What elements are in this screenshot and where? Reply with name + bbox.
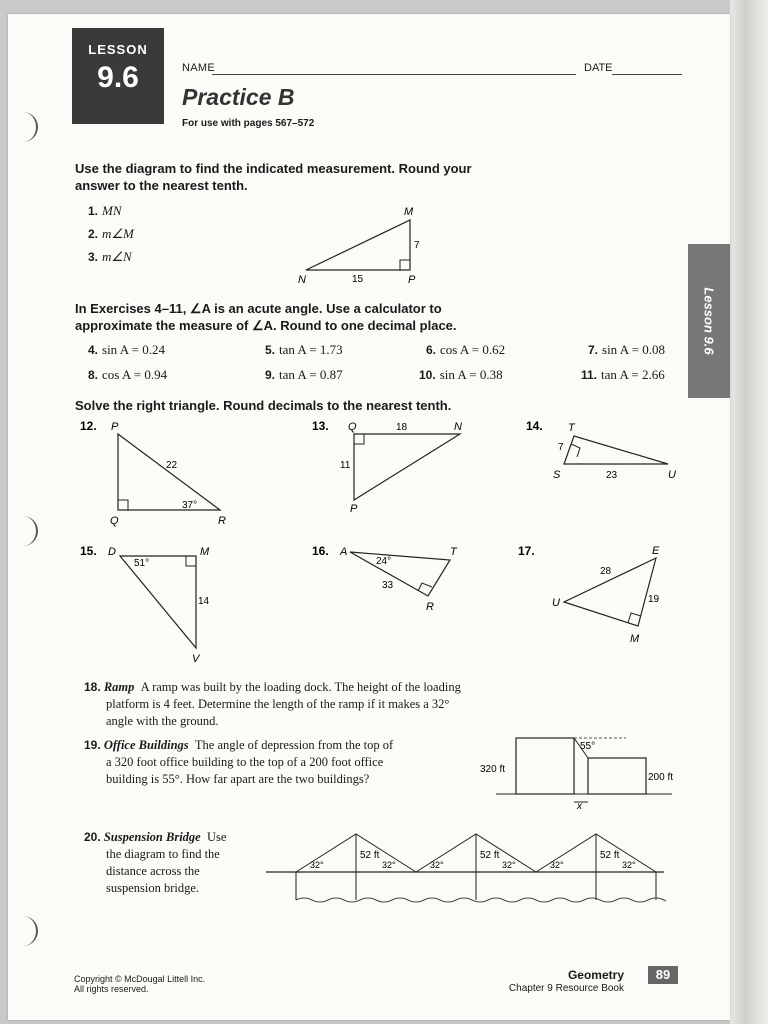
right-angle-mark — [354, 434, 364, 444]
problem-18 — [84, 679, 534, 730]
side-tab-label: Lesson 9.6 — [701, 287, 717, 355]
exercise-1 — [88, 203, 122, 219]
page-title: Practice B — [182, 84, 295, 110]
copyright — [74, 974, 205, 994]
distance-label: x — [577, 801, 582, 812]
triangle-15 — [80, 540, 230, 670]
exercise-number: 3. — [88, 250, 99, 264]
exercise-number: 16. — [312, 544, 329, 558]
problem-19 — [84, 737, 464, 788]
exercise-number: 8. — [88, 368, 99, 382]
vertex-label: T — [450, 546, 457, 558]
angle-label: 51° — [134, 558, 150, 569]
angle-label: 32° — [310, 860, 324, 870]
vertex-label: U — [668, 469, 676, 481]
exercise-text: sin A = 0.38 — [439, 367, 503, 382]
water-line — [296, 898, 666, 902]
triangle-shape — [306, 220, 410, 270]
section2-instruction — [75, 300, 457, 334]
angle-label: 32° — [550, 860, 564, 870]
side-label: 19 — [648, 594, 660, 605]
side-label: 7 — [558, 442, 564, 453]
height-label: 52 ft — [360, 850, 380, 861]
angle-label: 24° — [376, 556, 392, 567]
exercise-6 — [426, 342, 505, 358]
exercise-number: 12. — [80, 419, 97, 433]
problem-text: angle with the ground. — [106, 714, 219, 728]
chapter-label: Chapter 9 Resource Book — [508, 983, 624, 994]
exercise-number: 15. — [80, 544, 97, 558]
exercise-text: tan A = 1.73 — [279, 342, 343, 357]
lesson-number: 9.6 — [97, 61, 139, 94]
side-tab — [688, 244, 730, 398]
triangle-13 — [312, 416, 482, 516]
right-angle-mark — [186, 556, 196, 566]
exercise-number: 7. — [588, 343, 599, 357]
section1-instruction — [75, 160, 472, 194]
vertex-label: R — [426, 601, 434, 613]
vertex-label: P — [350, 503, 358, 515]
problem-text: the diagram to find the — [106, 847, 220, 861]
exercise-number: 17. — [518, 544, 535, 558]
exercise-text: sin A = 0.08 — [602, 342, 665, 357]
exercise-text: tan A = 0.87 — [279, 367, 343, 382]
height-label: 52 ft — [480, 850, 500, 861]
triangle-shape — [120, 556, 196, 648]
vertex-label: P — [111, 421, 119, 433]
side-label: 15 — [352, 274, 364, 285]
angle-label: 32° — [622, 860, 636, 870]
triangle-16 — [312, 540, 472, 620]
exercise-number: 4. — [88, 343, 99, 357]
angle-label: 32° — [382, 860, 396, 870]
problem-text: distance across the — [106, 864, 200, 878]
vertex-label: P — [408, 274, 416, 286]
section3-instruction: Solve the right triangle. Round decimals to the nearest tenth. — [75, 398, 452, 413]
height-label: 320 ft — [480, 764, 506, 775]
book-title: Geometry — [567, 968, 624, 982]
height-label: 200 ft — [648, 772, 674, 783]
vertex-label: D — [108, 546, 116, 558]
exercise-text: sin A = 0.24 — [102, 342, 165, 357]
problem-text: a 320 foot office building to the top of a 200 foot office — [106, 755, 384, 769]
exercise-4 — [88, 342, 165, 358]
exercise-number: 19. — [84, 738, 101, 752]
vertex-label: S — [553, 469, 561, 481]
date-label: DATE — [584, 62, 613, 74]
exercise-text: tan A = 2.66 — [601, 367, 665, 382]
short-building — [588, 758, 646, 794]
instruction-line: answer to the nearest tenth. — [75, 178, 248, 193]
right-angle-mark — [418, 583, 432, 591]
angle-label: 32° — [430, 860, 444, 870]
vertex-label: T — [568, 422, 575, 434]
problem-text: Use — [206, 830, 227, 844]
problem-20 — [84, 829, 264, 897]
triangle-shape — [118, 434, 220, 510]
vertex-label: A — [340, 546, 348, 558]
vertex-label: Q — [348, 421, 357, 433]
triangle-14 — [526, 416, 686, 486]
vertex-label: M — [404, 206, 414, 218]
side-label: 18 — [396, 422, 408, 433]
triangle-mnp — [290, 200, 430, 290]
exercise-number: 2. — [88, 227, 99, 241]
exercise-number: 18. — [84, 680, 101, 694]
page-edge — [730, 0, 768, 1024]
exercise-number: 11. — [581, 368, 598, 382]
problem-topic: Office Buildings — [103, 738, 189, 752]
side-label: 28 — [600, 566, 612, 577]
right-angle-mark — [118, 500, 128, 510]
exercise-text: MN — [102, 203, 122, 218]
problem-text: The angle of depression from the top of — [194, 738, 394, 752]
exercise-text: m∠M — [102, 226, 134, 241]
instruction-line: Use the diagram to find the indicated measurement. Round your — [75, 161, 472, 176]
exercise-number: 6. — [426, 343, 437, 357]
exercise-11 — [581, 367, 665, 383]
side-label: 11 — [340, 460, 351, 471]
exercise-10 — [419, 367, 503, 383]
vertex-label: U — [552, 597, 560, 609]
bridge-diagram — [266, 826, 666, 910]
height-label: 52 ft — [600, 850, 620, 861]
vertex-label: R — [218, 515, 226, 527]
problem-text: A ramp was built by the loading dock. The height of the loading — [140, 680, 461, 694]
exercise-2 — [88, 226, 134, 242]
exercise-5 — [265, 342, 343, 358]
side-label: 22 — [166, 460, 178, 471]
vertex-label: V — [192, 653, 200, 665]
instruction-line: approximate the measure of ∠A. Round to one decimal place. — [75, 318, 457, 333]
triangle-12 — [80, 416, 250, 528]
problem-text: building is 55°. How far apart are the two buildings? — [106, 772, 370, 786]
exercise-text: cos A = 0.94 — [102, 367, 168, 382]
vertex-label: N — [298, 274, 306, 286]
problem-topic: Suspension Bridge — [103, 830, 201, 844]
angle-label: 32° — [502, 860, 516, 870]
vertex-label: M — [630, 633, 640, 645]
tall-building — [516, 738, 574, 794]
side-label: 33 — [382, 580, 394, 591]
triangle-shape — [350, 552, 450, 596]
exercise-number: 1. — [88, 204, 99, 218]
triangle-shape — [354, 434, 460, 500]
problem-text: suspension bridge. — [106, 881, 200, 895]
exercise-text: cos A = 0.62 — [440, 342, 506, 357]
exercise-number: 9. — [265, 368, 276, 382]
exercise-number: 20. — [84, 830, 101, 844]
lesson-label: LESSON — [88, 42, 148, 57]
problem-text: platform is 4 feet. Determine the length of the ramp if it makes a 32° — [106, 697, 450, 711]
exercise-3 — [88, 249, 132, 265]
exercise-number: 10. — [419, 368, 436, 382]
buildings-diagram — [476, 732, 686, 816]
vertex-label: M — [200, 546, 210, 558]
vertex-label: N — [454, 421, 462, 433]
exercise-number: 5. — [265, 343, 276, 357]
exercise-number: 14. — [526, 419, 543, 433]
problem-topic: Ramp — [103, 680, 135, 694]
exercise-8 — [88, 367, 167, 383]
exercise-text: m∠N — [102, 249, 132, 264]
page-number: 89 — [648, 966, 678, 984]
lesson-box — [72, 28, 164, 124]
right-angle-mark — [571, 444, 580, 457]
vertex-label: Q — [110, 515, 119, 527]
exercise-number: 13. — [312, 419, 329, 433]
copyright-line: Copyright © McDougal Littell Inc. — [74, 974, 206, 984]
right-angle-mark — [400, 260, 410, 270]
vertex-label: E — [652, 545, 660, 557]
copyright-line: All rights reserved. — [74, 984, 149, 994]
name-label: NAME — [182, 62, 215, 74]
name-field-line[interactable] — [212, 74, 576, 75]
date-field-line[interactable] — [612, 74, 682, 75]
instruction-line: In Exercises 4–11, ∠A is an acute angle. Use a calculator to — [75, 301, 442, 316]
triangle-17 — [518, 540, 688, 650]
side-label: 23 — [606, 470, 618, 481]
side-label: 14 — [198, 596, 210, 607]
exercise-7 — [588, 342, 665, 358]
angle-label: 37° — [182, 500, 198, 511]
angle-label: 55° — [580, 741, 596, 752]
side-label: 7 — [414, 240, 420, 251]
page-subtitle: For use with pages 567–572 — [182, 118, 315, 129]
exercise-9 — [265, 367, 343, 383]
